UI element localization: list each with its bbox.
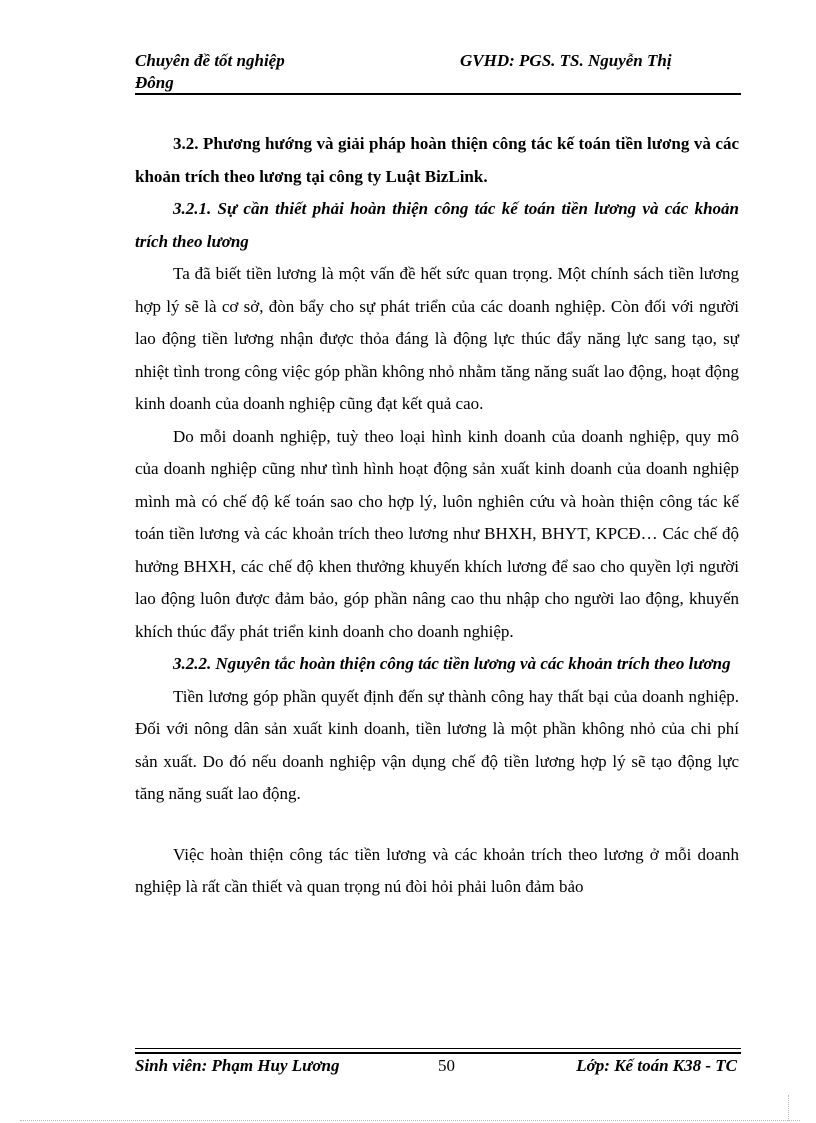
footer-divider-thick — [135, 1052, 741, 1054]
header-document-type: Chuyên đề tốt nghiệp — [135, 51, 285, 70]
header-supervisor: GVHD: PGS. TS. Nguyễn Thị — [460, 51, 672, 70]
page-header — [135, 50, 741, 94]
page-edge-bottom — [20, 1120, 800, 1121]
footer-class: Lớp: Kế toán K38 - TC — [576, 1056, 737, 1075]
paragraph-2: Do mỗi doanh nghiệp, tuỳ theo loại hình kinh doanh của doanh nghiệp, quy mô của doanh nghiệp cũng như tình hình hoạt động sản xuất kinh doanh của doanh nghiệp mình mà có chế độ kế toán sao cho hợp lý, luôn nghiên cứu và hoàn thiện công tác kế toán tiền lương và các khoản trích theo lương như BHXH, BHYT, KPCĐ… Các chế độ hưởng BHXH, các chế độ khen thưởng khuyến khích lương để sao cho quyền lợi người lao động luôn được đảm bảo, góp phần nâng cao thu nhập cho người lao động, khuyến khích thúc đẩy phát triển kinh doanh cho doanh nghiệp. — [135, 426, 739, 641]
footer-student-name: Sinh viên: Phạm Huy Lương — [135, 1056, 340, 1075]
page-edge-right — [788, 1095, 789, 1121]
paragraph-3: Tiền lương góp phần quyết định đến sự thành công hay thất bại của doanh nghiệp. Đối với nông dân sản xuất kinh doanh, tiền lương là một phần không nhỏ của chi phí sản xuất. Do đó nếu doanh nghiệp vận dụng chế độ tiền lương hợp lý sẽ tạo động lực tăng năng suất lao động. — [135, 686, 739, 803]
header-divider — [135, 93, 741, 95]
paragraph-4: Việc hoàn thiện công tác tiền lương và các khoản trích theo lương ở mỗi doanh nghiệp là rất cần thiết và quan trọng nú đòi hỏi phải luôn đảm bảo — [135, 844, 739, 896]
subsection-heading-2: 3.2.2. Nguyên tắc hoàn thiện công tác tiền lương và các khoản trích theo lương — [173, 654, 731, 673]
header-document-type-continued: Đông — [135, 73, 174, 92]
paragraph-spacer — [135, 811, 739, 839]
page-footer — [135, 1055, 741, 1079]
paragraph-1: Ta đã biết tiền lương là một vấn đề hết sức quan trọng. Một chính sách tiền lương hợp lý sẽ là cơ sở, đòn bẩy cho sự phát triển của các doanh nghiệp. Còn đối với người lao động tiền lương nhận được thỏa đáng là động lực thúc đẩy năng lực sang tạo, sự nhiệt tình trong công việc góp phần không nhỏ nhằm tăng năng suất lao động, hoạt động kinh doanh của doanh nghiệp cũng đạt kết quả cao. — [135, 264, 739, 413]
section-heading: 3.2. Phương hướng và giải pháp hoàn thiện công tác kế toán tiền lương và các khoản trích theo lương tại công ty Luật BizLink. — [135, 134, 739, 186]
subsection-heading-1: 3.2.1. Sự cần thiết phải hoàn thiện công tác kế toán tiền lương và các khoản trích theo lương — [135, 199, 739, 251]
page-body — [135, 128, 739, 904]
footer-divider-thin — [135, 1048, 741, 1049]
page-number: 50 — [438, 1056, 455, 1075]
